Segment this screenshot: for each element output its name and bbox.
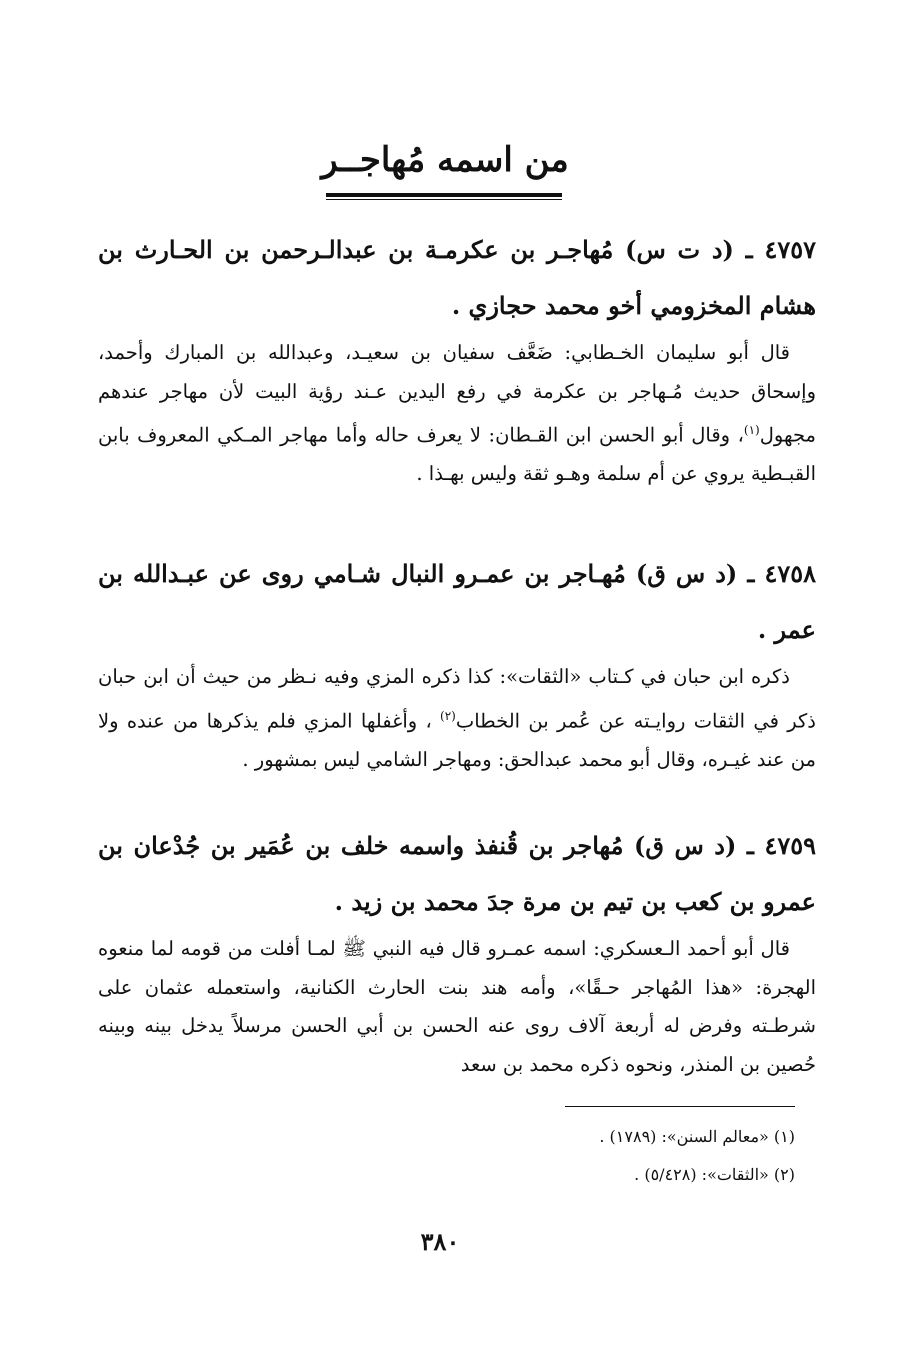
entry-text: قال أبو أحمد الـعسكري: اسمه عمـرو قال فيه النبي ﷺ لمـا أفلت من قومه لما منعوه الهجرة: «هذا المُهاجر حـقًا»، وأمه هند بنت الحارث الكنانية، واستعمله عثمان على شرطـته وفرض له أربعة آلاف روى عنه الحسن بن أبي الحسن مرسلاً يدخل بينه وبينه حُصين بن المنذر، ونحوه ذكره محمد بن سعد (98, 937, 816, 1076)
footnote-2: (٢) «الثقات»: (٥/٤٢٨) . (634, 1165, 795, 1184)
entry-heading: ٤٧٥٨ ـ (د س ق) مُهـاجر بن عمـرو النبال شـامي روى عن عبـدالله بن عمر . (98, 559, 816, 644)
title-underline-thin (326, 199, 562, 200)
footnote-ref[interactable]: (١) (743, 423, 760, 437)
entry-heading: ٤٧٥٩ ـ (د س ق) مُهاجر بن قُنفذ واسمه خلف بن عُمَير بن جُدْعان بن عمرو بن كعب بن تيم بن مرة جدَ محمد بن زيد . (98, 831, 816, 916)
entry-body (98, 334, 816, 494)
section-title: من اسمه مُهاجــر (321, 140, 569, 180)
entry-4758 (98, 546, 816, 779)
footnotes (400, 1118, 795, 1194)
entry-text: ، وقال أبو الحسن ابن القـطان: لا يعرف حاله وأما مهاجر المـكي المعروف بابن القبـطية يروي عن أم سلمة وهـو ثقة وليس بهـذا . (98, 423, 816, 485)
entry-text: ذكره ابن حبان في كـتاب «الثقات»: كذا ذكره المزي وفيه نـظر من حيث أن ابن حبان ذكر في الثقات روايـته عن عُمر بن الخطاب (98, 665, 816, 732)
page-number: ٣٨٠ (420, 1227, 460, 1256)
entry-text: قال أبو سليمان الخـطابي: ضَعَّف سفيان بن سعيـد، وعبدالله بن المبارك وأحمد، وإسحاق حديث مُـهاجر بن عكرمة في رفع اليدين عـند رؤية البيت لأن مهاجر عندهم مجهول (98, 341, 816, 447)
footnote-ref[interactable]: (٢) (440, 708, 456, 723)
footnote-1: (١) «معالم السنن»: (١٧٨٩) . (599, 1127, 795, 1146)
entry-body (98, 930, 816, 1084)
title-underline (326, 193, 562, 197)
entry-text: ، وأغفلها المزي فلم يذكرها من عنده ولا من عند غيـره، وقال أبو محمد عبدالحق: ومهاجر الشامي ليس بمشهور . (98, 709, 816, 771)
entry-heading: ٤٧٥٧ ـ (د ت س) مُهاجـر بن عكرمـة بن عبدالـرحمن بن الحـارث بن هشام المخزومي أخو محمد حجازي . (98, 235, 816, 320)
entry-4759 (98, 818, 816, 1084)
entry-body (98, 658, 816, 779)
entry-4757 (98, 222, 816, 494)
footnote-separator (565, 1106, 795, 1107)
